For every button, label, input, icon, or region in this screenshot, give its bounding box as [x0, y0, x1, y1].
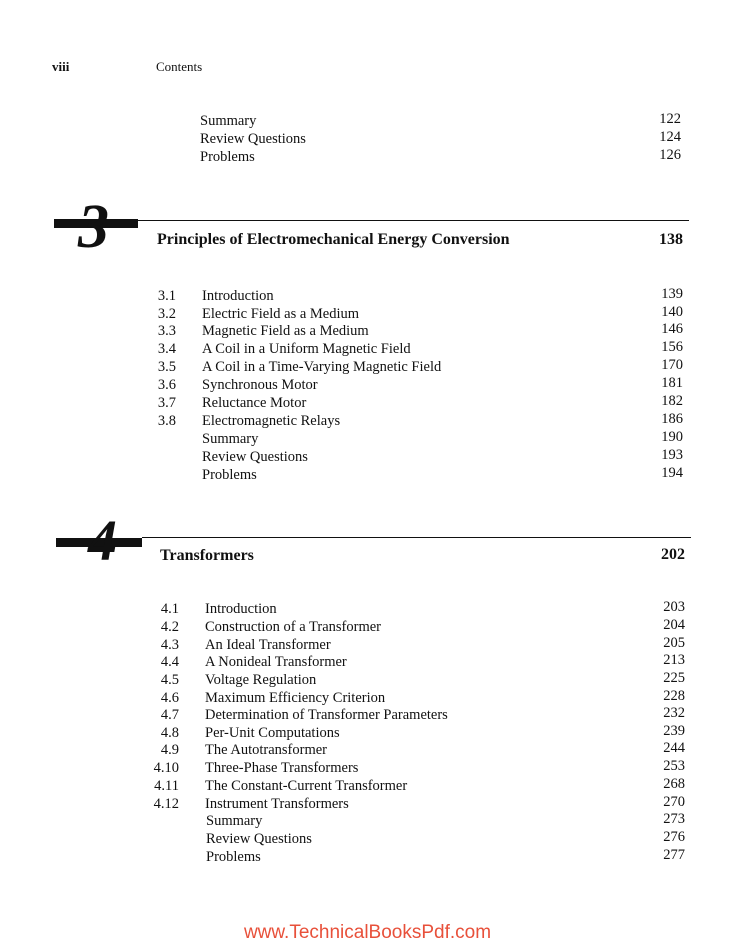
section-page: 204	[663, 617, 685, 633]
section-number: 4.9	[160, 742, 179, 758]
section-page: 213	[663, 652, 685, 668]
toc-entry-page: 124	[659, 129, 681, 145]
chapter-rule	[142, 537, 691, 538]
section-number: 3.6	[157, 377, 176, 393]
section-title: Synchronous Motor	[202, 377, 318, 393]
section-page: 277	[663, 847, 685, 863]
section-number: 3.2	[157, 306, 176, 322]
chapter-number: 4	[88, 508, 117, 573]
section-page: 139	[661, 286, 683, 302]
section-number: 4.11	[154, 778, 179, 794]
section-number: 3.7	[157, 395, 176, 411]
chapter-rule	[138, 220, 689, 221]
section-page: 276	[663, 829, 685, 845]
section-title: Instrument Transformers	[205, 796, 349, 812]
section-title: Introduction	[202, 288, 274, 304]
section-title: Introduction	[205, 601, 277, 617]
section-title: An Ideal Transformer	[205, 637, 331, 653]
section-title: Reluctance Motor	[202, 395, 307, 411]
section-number: 4.4	[160, 654, 179, 670]
section-page: 253	[663, 758, 685, 774]
section-page: 194	[661, 465, 683, 481]
section-title: Per-Unit Computations	[205, 725, 340, 741]
section-title: The Constant-Current Transformer	[205, 778, 408, 794]
section-title: A Coil in a Time-Varying Magnetic Field	[202, 359, 442, 375]
section-page: 225	[663, 670, 685, 686]
section-page: 232	[663, 705, 685, 721]
section-page: 146	[661, 321, 683, 337]
section-number: 4.5	[160, 672, 179, 688]
section-number: 3.3	[157, 323, 176, 339]
section-page: 156	[661, 339, 683, 355]
section-page: 239	[663, 723, 685, 739]
section-number: 3.8	[157, 413, 176, 429]
section-number: 4.2	[160, 619, 179, 635]
section-page: 140	[661, 304, 683, 320]
section-number: 4.12	[153, 796, 179, 812]
section-title: Electromagnetic Relays	[202, 413, 341, 429]
section-number: 3.1	[157, 288, 176, 304]
page-number: viii	[52, 59, 70, 74]
chapter-page: 202	[661, 546, 685, 563]
section-title: Electric Field as a Medium	[202, 306, 360, 322]
chapter-page: 138	[659, 231, 683, 248]
section-page: 193	[661, 447, 683, 463]
section-page: 182	[661, 393, 683, 409]
section-title: Determination of Transformer Parameters	[205, 707, 448, 723]
section-title: The Autotransformer	[205, 742, 328, 758]
section-title: Review Questions	[202, 449, 308, 465]
section-page: 270	[663, 794, 685, 810]
section-title: A Coil in a Uniform Magnetic Field	[202, 341, 411, 357]
section-title: Problems	[202, 467, 257, 483]
section-page: 170	[661, 357, 683, 373]
section-page: 190	[661, 429, 683, 445]
section-title: Magnetic Field as a Medium	[202, 323, 369, 339]
toc-entry-title: Review Questions	[200, 131, 306, 147]
section-title: Summary	[202, 431, 259, 447]
toc-entry-page: 126	[659, 147, 681, 163]
section-title: Voltage Regulation	[205, 672, 317, 688]
watermark-link[interactable]: www.TechnicalBooksPdf.com	[243, 922, 492, 943]
section-page: 186	[661, 411, 683, 427]
section-title: Review Questions	[206, 831, 312, 847]
section-number: 4.6	[160, 690, 179, 706]
chapter-number: 3	[78, 193, 109, 261]
section-number: 4.1	[160, 601, 179, 617]
section-page: 268	[663, 776, 685, 792]
section-number: 3.4	[157, 341, 176, 357]
section-title: Summary	[206, 813, 263, 829]
section-title: Three-Phase Transformers	[205, 760, 359, 776]
running-title: Contents	[156, 59, 203, 74]
chapter-title: Transformers	[160, 547, 254, 564]
section-number: 4.3	[160, 637, 179, 653]
section-page: 228	[663, 688, 685, 704]
toc-entry-title: Summary	[200, 113, 257, 129]
section-title: A Nonideal Transformer	[205, 654, 347, 670]
section-page: 203	[663, 599, 685, 615]
chapter-title: Principles of Electromechanical Energy Conversion	[157, 231, 510, 248]
section-number: 4.10	[153, 760, 179, 776]
section-title: Maximum Efficiency Criterion	[205, 690, 386, 706]
section-page: 244	[663, 740, 685, 756]
section-page: 205	[663, 635, 685, 651]
toc-entry-page: 122	[659, 111, 681, 127]
section-number: 3.5	[157, 359, 176, 375]
section-page: 181	[661, 375, 683, 391]
section-title: Problems	[206, 849, 261, 865]
toc-entry-title: Problems	[200, 149, 255, 165]
section-page: 273	[663, 811, 685, 827]
section-number: 4.8	[160, 725, 179, 741]
section-number: 4.7	[160, 707, 179, 723]
section-title: Construction of a Transformer	[205, 619, 381, 635]
